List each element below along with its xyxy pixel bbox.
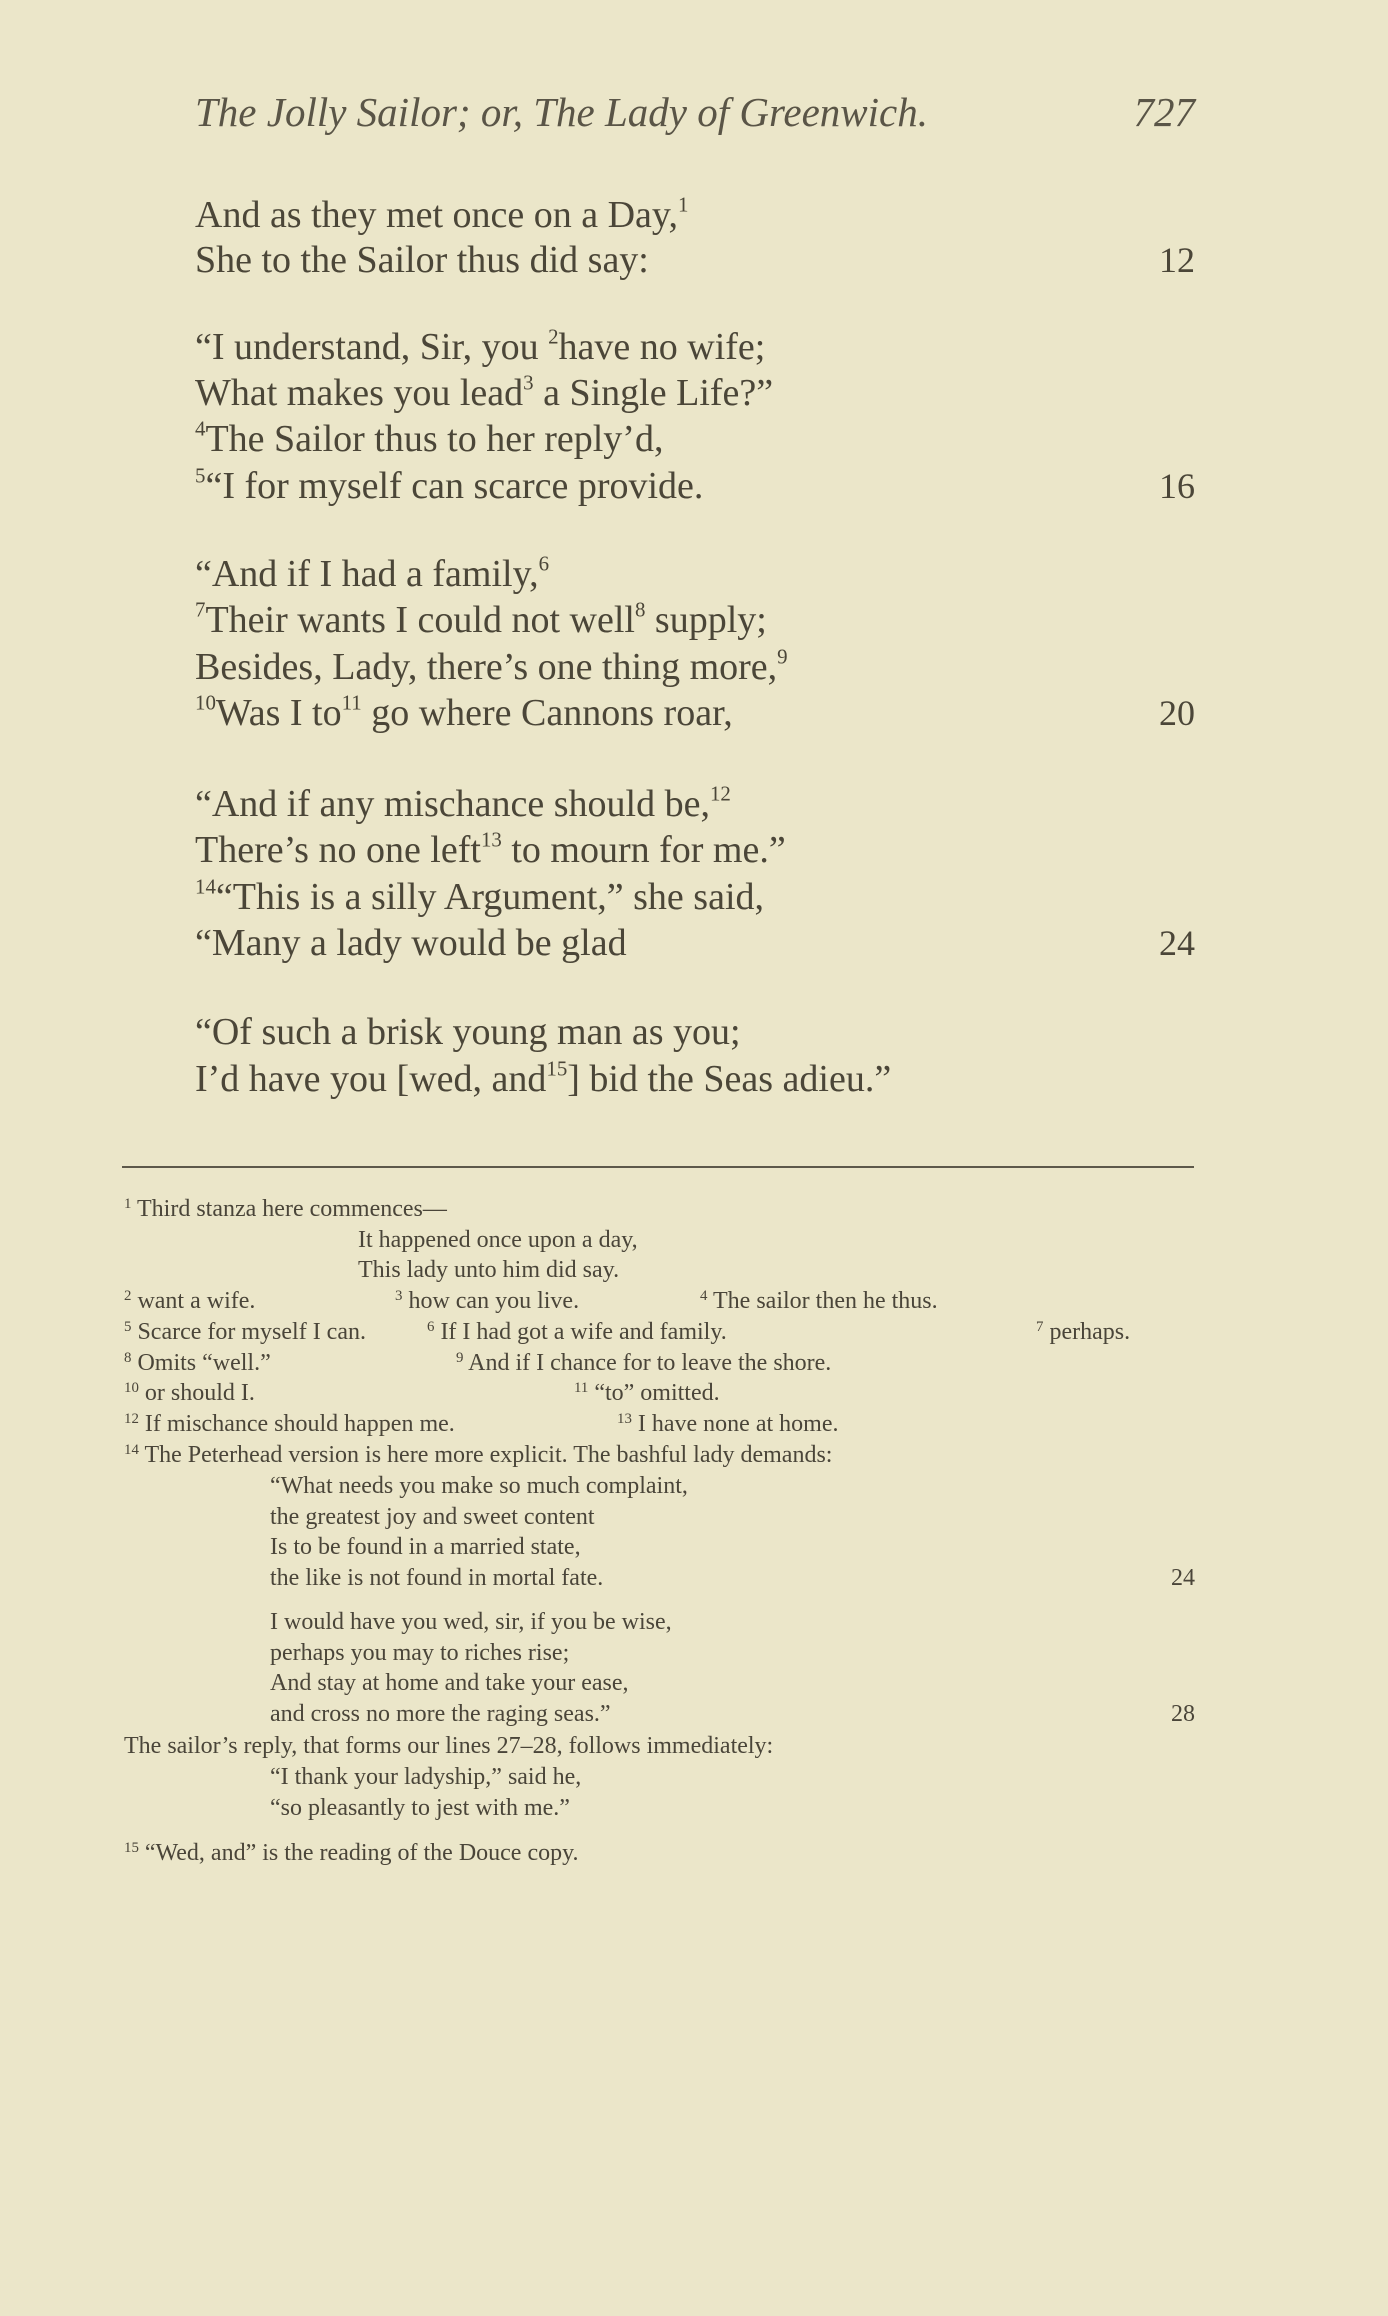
footnote: $^1$ Third stanza here commences— [124,1195,447,1222]
footnote-quote-line: This lady unto him did say. [358,1257,620,1283]
verse-line: “I understand, Sir, you $^2$have no wife; [195,324,766,368]
line-number: 20 [1159,693,1195,733]
footnote: $^7$ perhaps. [1036,1318,1131,1345]
verse-line: I’d have you [wed, and$^{15}$] bid the Seas adieu.” [195,1056,892,1100]
verse-line: And as they met once on a Day,$^1$ [195,192,689,236]
footnote-quote-line: “so pleasantly to jest with me.” [270,1795,570,1821]
footnote-quote-line: It happened once upon a day, [358,1227,638,1253]
footnote: $^{11}$ “to” omitted. [574,1379,720,1406]
footnote: $^{12}$ If mischance should happen me. [124,1410,455,1437]
footnote: $^8$ Omits “well.” [124,1349,271,1376]
verse-line: There’s no one left$^{13}$ to mourn for me.” [195,827,786,871]
footnote-line-number: 28 [1171,1701,1195,1727]
verse-line: “And if any mischance should be,$^{12}$ [195,781,731,825]
footnote: $^3$ how can you live. [395,1287,580,1314]
footnote-quote-line: the like is not found in mortal fate. [270,1565,604,1591]
verse-line: “Of such a brisk young man as you; [195,1011,741,1053]
footnote-divider [122,1166,1194,1168]
footnote-quote-line: I would have you wed, sir, if you be wise, [270,1609,672,1635]
verse-line: She to the Sailor thus did say: [195,239,649,281]
page-number: 727 [1133,89,1195,135]
verse-line: What makes you lead$^3$ a Single Life?” [195,370,774,414]
footnote-quote-line: perhaps you may to riches rise; [270,1640,570,1666]
footnote-quote-line: and cross no more the raging seas.” [270,1701,611,1727]
verse-line: “Many a lady would be glad [195,922,627,964]
verse-line: Besides, Lady, there’s one thing more,$^9$ [195,644,788,688]
verse-line: $^{14}$“This is a silly Argument,” she said, [195,874,765,918]
verse-line: $^7$Their wants I could not well$^8$ supply; [195,597,767,641]
footnote: $^{13}$ I have none at home. [617,1410,839,1437]
footnote: $^9$ And if I chance for to leave the shore. [456,1349,832,1376]
verse-line: $^5$“I for myself can scarce provide. [195,463,704,507]
line-number: 16 [1159,466,1195,506]
footnote-quote-line: “What needs you make so much complaint, [270,1473,688,1499]
running-header [195,88,1195,138]
line-number: 24 [1159,923,1195,963]
verse-line: $^{10}$Was I $to^{11}$ go where Cannons roar, [195,690,733,734]
verse-line: “And if I had a family,$^6$ [195,551,550,595]
footnote: $^{15}$ “Wed, and” is the reading of the Douce copy. [124,1839,579,1866]
line-number: 12 [1159,240,1195,280]
footnote: $^{14}$ The Peterhead version is here more explicit. The bashful lady demands: [124,1441,833,1468]
footnote: $^4$ The sailor then he thus. [700,1287,938,1314]
footnote-quote-line: “I thank your ladyship,” said he, [270,1764,582,1790]
footnote-quote-line: And stay at home and take your ease, [270,1670,629,1696]
footnote-paragraph: The sailor’s reply, that forms our lines 27–28, follows immediately: [124,1733,774,1759]
footnote: $^{10}$ or should I. [124,1379,255,1406]
footnote-line-number: 24 [1171,1565,1195,1591]
footnote: $^6$ If I had got a wife and family. [427,1318,727,1345]
footnote: $^5$ Scarce for myself I can. [124,1318,366,1345]
footnote: $^2$ want a wife. [124,1287,256,1314]
verse-line: $^4$The Sailor thus to her reply’d, [195,416,664,460]
running-title: The Jolly Sailor; or, The Lady of Greenwich. [195,89,928,135]
footnote-quote-line: Is to be found in a married state, [270,1534,581,1560]
footnote-quote-line: the greatest joy and sweet content [270,1504,595,1530]
